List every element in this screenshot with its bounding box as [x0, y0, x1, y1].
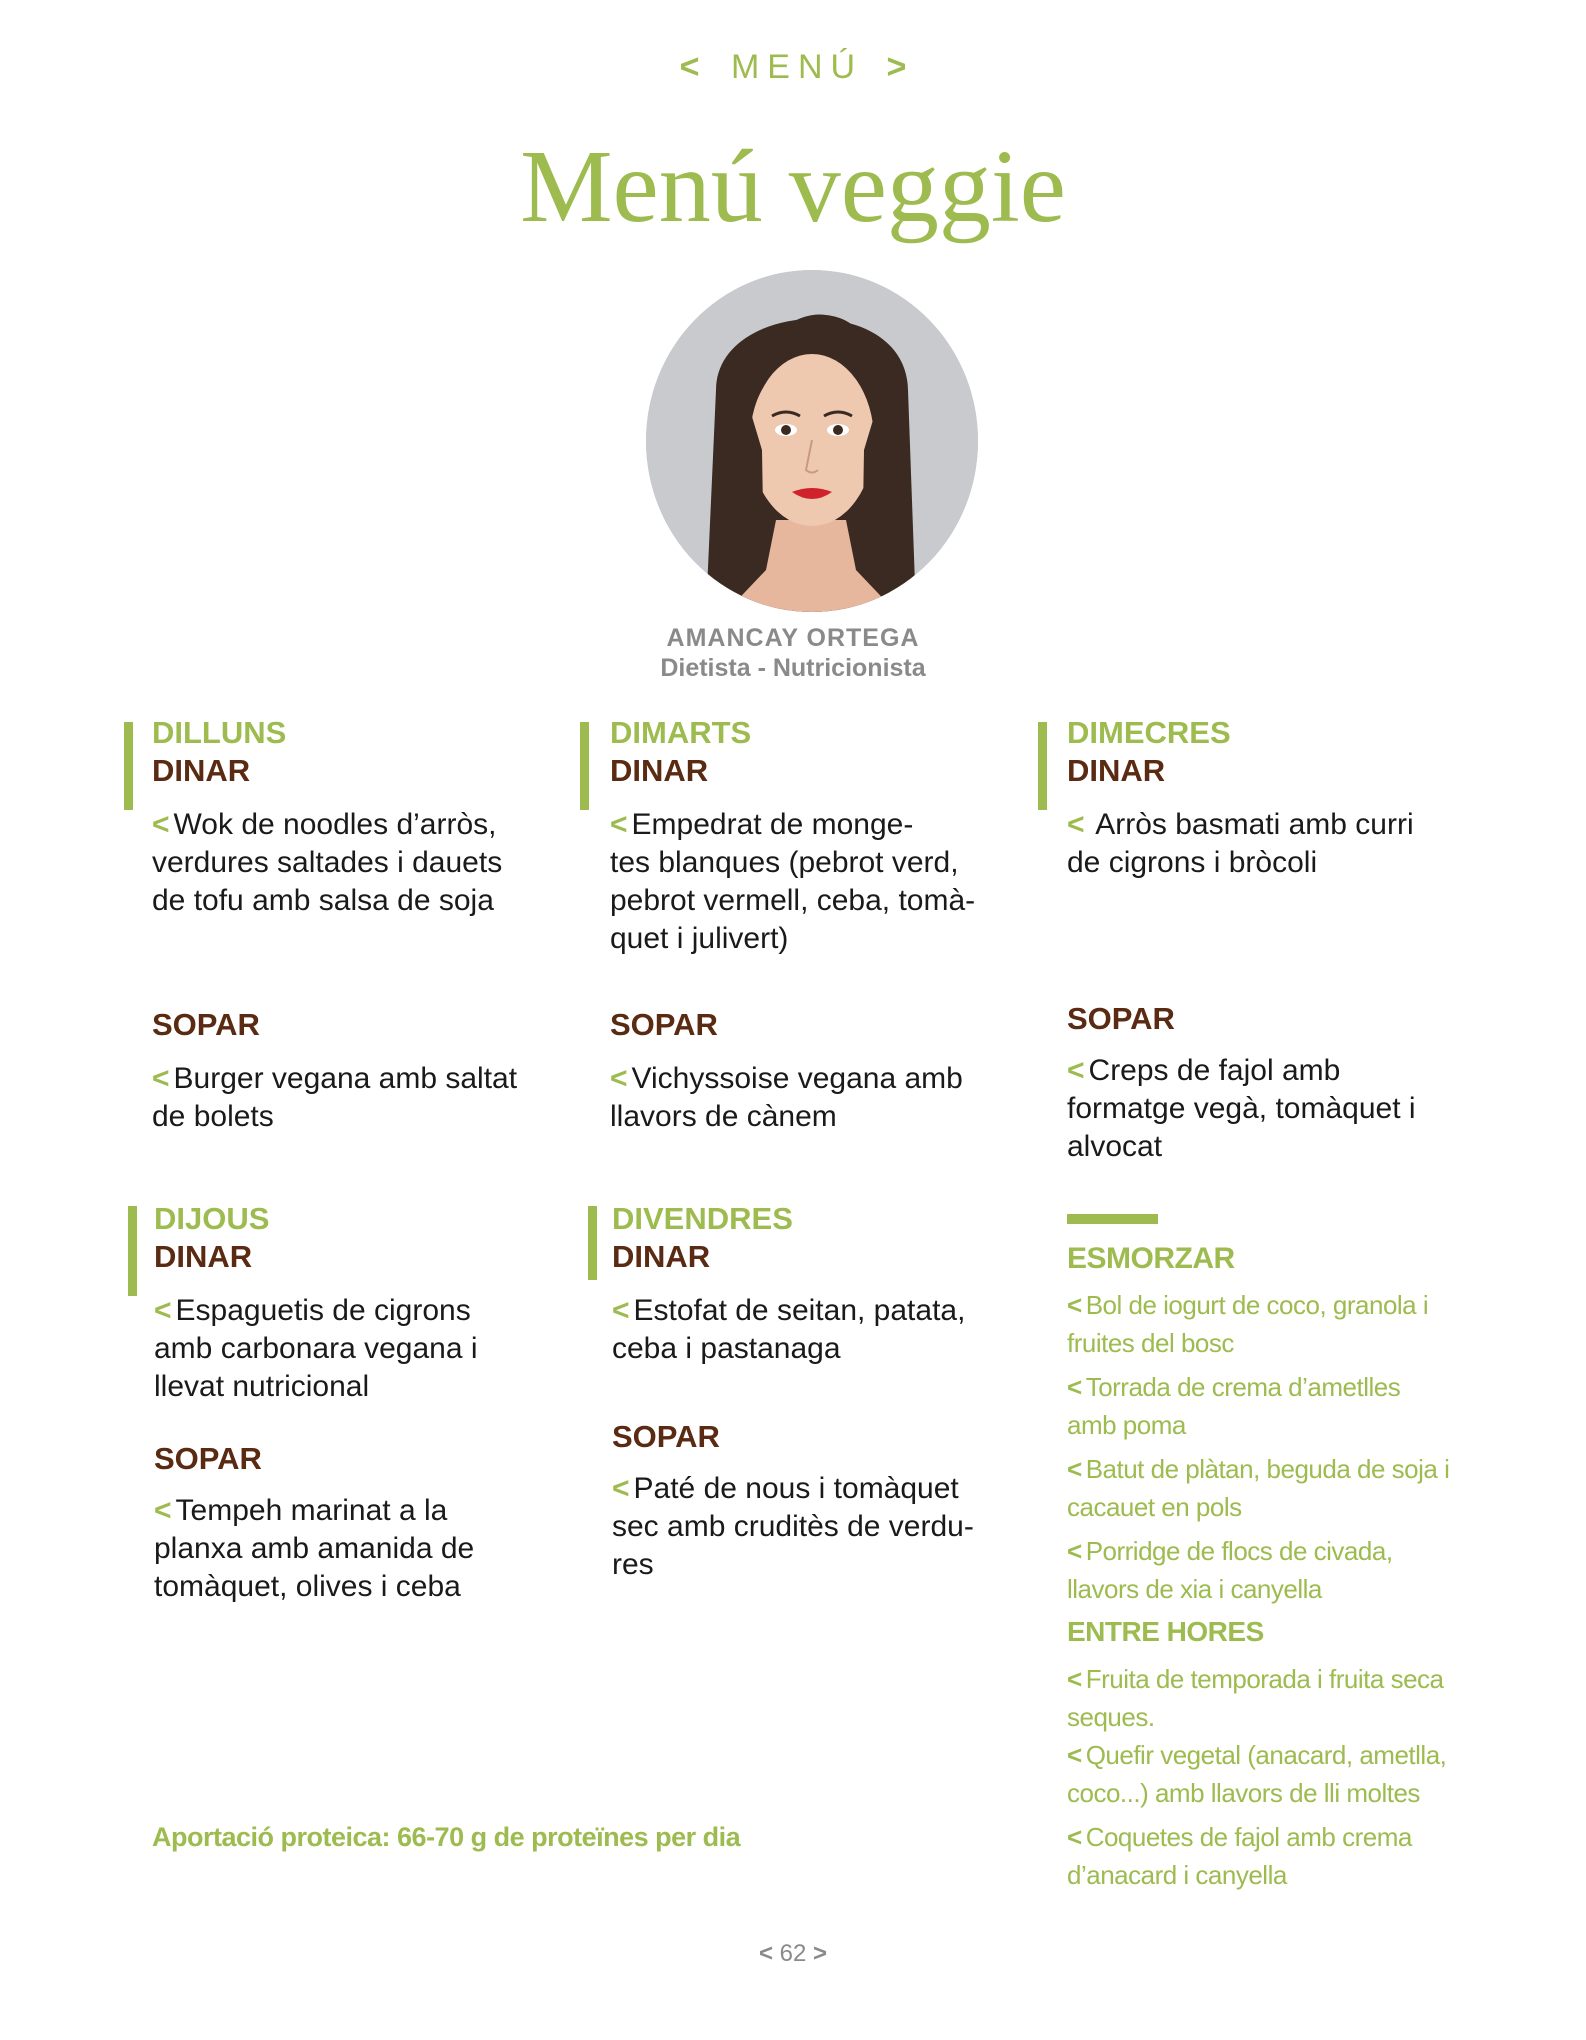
- day-title-thursday: DIJOUS: [154, 1201, 270, 1236]
- meal-title-lunch: DINAR: [1067, 753, 1166, 788]
- day-accent-bar: [588, 1206, 597, 1280]
- day-accent-bar: [124, 722, 133, 810]
- day-accent-bar: [1038, 722, 1047, 810]
- meal-title-lunch: DINAR: [154, 1239, 253, 1274]
- page-title: Menú veggie: [520, 129, 1066, 244]
- author-portrait-image: [646, 270, 978, 612]
- section-divider: [1067, 1214, 1158, 1224]
- dish-tuesday-dinner: < Vichyssoise vegana amb llavors de cànem: [610, 1062, 963, 1133]
- bullet-chevron-icon: <: [1067, 1372, 1082, 1402]
- bullet-chevron-icon: <: [1067, 1664, 1082, 1694]
- meal-title-dinner: SOPAR: [612, 1419, 720, 1454]
- page-number-value: 62: [779, 1940, 807, 1967]
- bullet-chevron-icon: <: [1067, 1740, 1082, 1770]
- bullet-chevron-icon: <: [1067, 1054, 1085, 1087]
- day-title-wednesday: DIMECRES: [1067, 715, 1231, 750]
- meal-title-dinner: SOPAR: [1067, 1001, 1175, 1036]
- bullet-chevron-icon: <: [152, 808, 170, 841]
- author-photo: [646, 270, 978, 612]
- section-header: [0, 48, 1586, 87]
- meal-title-dinner: SOPAR: [610, 1007, 718, 1042]
- bullet-chevron-icon: <: [610, 808, 628, 841]
- chevron-right-icon: >: [886, 48, 907, 86]
- snack-item: < Quefir vegetal (anacard, ametlla, coco...) amb llavors de lli moltes: [1067, 1740, 1447, 1808]
- bullet-chevron-icon: <: [1067, 1822, 1082, 1852]
- day-accent-bar: [128, 1206, 137, 1296]
- bullet-chevron-icon: <: [610, 1062, 628, 1095]
- dish-thursday-dinner: < Tempeh marinat a la planxa amb amanida de tomàquet, olives i ceba: [154, 1494, 475, 1603]
- dish-wednesday-dinner: < Creps de fajol amb formatge vegà, tomàquet i alvocat: [1067, 1054, 1416, 1163]
- snack-item: < Coquetes de fajol amb crema d’anacard i canyella: [1067, 1822, 1412, 1890]
- protein-note: Aportació proteica: 66-70 g de proteïnes per dia: [152, 1822, 741, 1852]
- bullet-chevron-icon: <: [154, 1294, 172, 1327]
- breakfast-item: < Batut de plàtan, beguda de soja i cacauet en pols: [1067, 1454, 1450, 1522]
- meal-title-dinner: SOPAR: [154, 1441, 262, 1476]
- bullet-chevron-icon: <: [152, 1062, 170, 1095]
- section-label: MENÚ: [730, 48, 864, 86]
- bullet-chevron-icon: <: [1067, 808, 1085, 841]
- bullet-chevron-icon: <: [612, 1294, 630, 1327]
- meal-title-dinner: SOPAR: [152, 1007, 260, 1042]
- bullet-chevron-icon: <: [154, 1494, 172, 1527]
- meal-title-lunch: DINAR: [152, 753, 251, 788]
- snack-item: < Fruita de temporada i fruita seca seques.: [1067, 1664, 1444, 1732]
- bullet-chevron-icon: <: [1067, 1454, 1082, 1484]
- bullet-chevron-icon: <: [1067, 1536, 1082, 1566]
- breakfast-item: < Bol de iogurt de coco, granola i fruites del bosc: [1067, 1290, 1429, 1358]
- meal-title-lunch: DINAR: [612, 1239, 711, 1274]
- dish-thursday-lunch: < Espaguetis de cigrons amb carbonara vegana i llevat nutricional: [154, 1294, 478, 1403]
- day-title-monday: DILLUNS: [152, 715, 287, 750]
- dish-monday-dinner: < Burger vegana amb saltat de bolets: [152, 1062, 518, 1133]
- chevron-right-icon: >: [813, 1940, 828, 1967]
- breakfast-title: ESMORZAR: [1067, 1242, 1235, 1275]
- page-number: [0, 1940, 1586, 1968]
- day-title-tuesday: DIMARTS: [610, 715, 752, 750]
- dish-friday-lunch: < Estofat de seitan, patata, ceba i pastanaga: [612, 1294, 966, 1365]
- bullet-chevron-icon: <: [612, 1472, 630, 1505]
- chevron-left-icon: <: [758, 1940, 773, 1967]
- dish-wednesday-lunch: < Arròs basmati amb curri de cigrons i bròcoli: [1067, 808, 1414, 879]
- day-title-friday: DIVENDRES: [612, 1201, 793, 1236]
- dish-friday-dinner: < Paté de nous i tomàquet sec amb cruditès de verdu- res: [612, 1472, 974, 1581]
- snacks-title: ENTRE HORES: [1067, 1616, 1264, 1647]
- breakfast-item: < Porridge de flocs de civada, llavors de xia i canyella: [1067, 1536, 1393, 1604]
- breakfast-item: < Torrada de crema d’ametlles amb poma: [1067, 1372, 1401, 1440]
- dish-tuesday-lunch: < Empedrat de monge- tes blanques (pebrot verd, pebrot vermell, ceba, tomà- quet i julivert): [610, 808, 976, 955]
- author-role: Dietista - Nutricionista: [660, 654, 926, 682]
- meal-title-lunch: DINAR: [610, 753, 709, 788]
- bullet-chevron-icon: <: [1067, 1290, 1082, 1320]
- author-name: AMANCAY ORTEGA: [666, 624, 920, 652]
- chevron-left-icon: <: [679, 48, 700, 86]
- dish-monday-lunch: < Wok de noodles d’arròs, verdures saltades i dauets de tofu amb salsa de soja: [152, 808, 503, 917]
- day-accent-bar: [580, 722, 589, 810]
